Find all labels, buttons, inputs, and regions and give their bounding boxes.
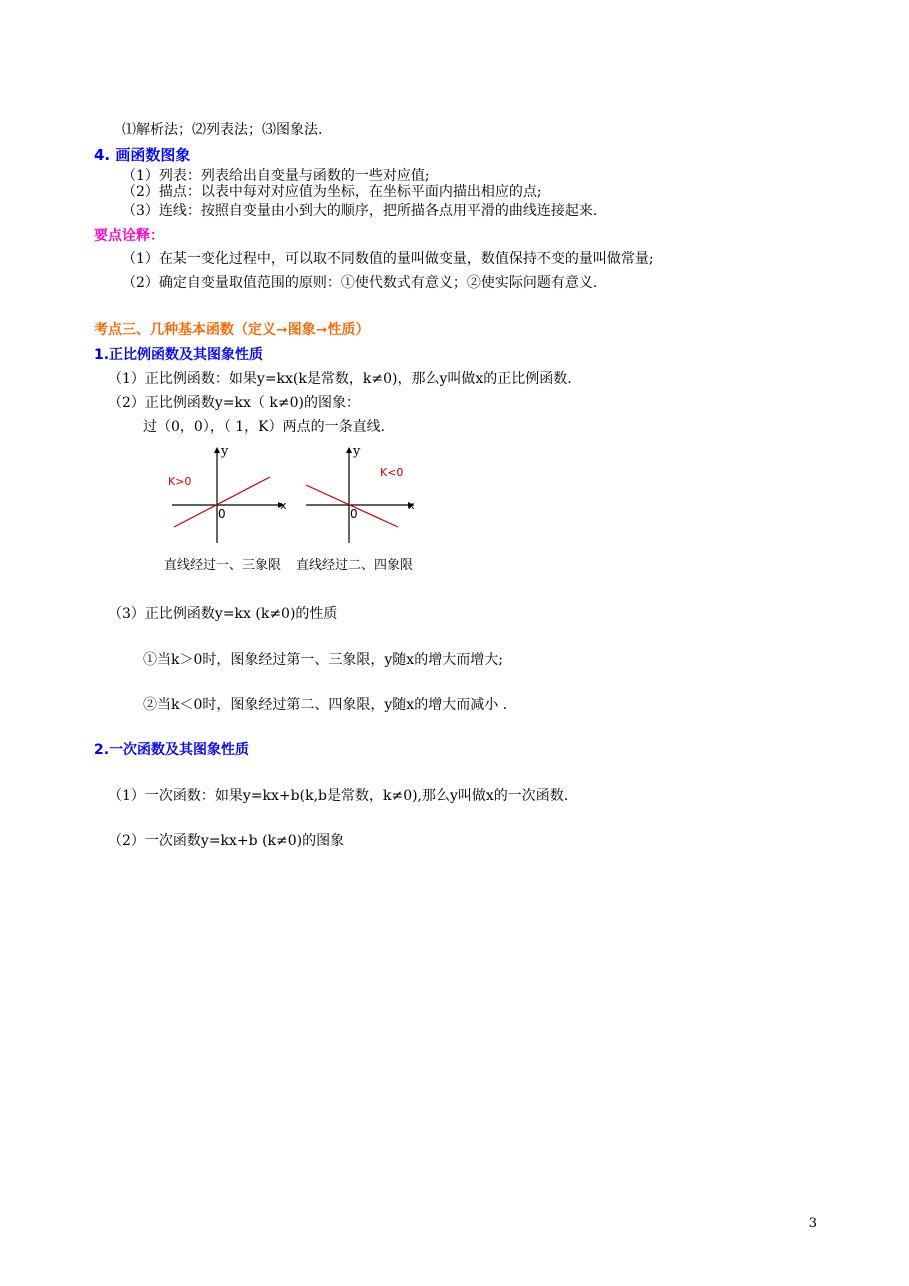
properties-title: （3）正比例函数y=kx (k≠0)的性质 [108, 606, 338, 622]
y-label: y [221, 444, 229, 459]
caption-right: 直线经过二、四象限 [296, 558, 414, 573]
x-label: x [280, 499, 287, 512]
page-number: 3 [808, 1216, 817, 1231]
linear-definition: （1）一次函数：如果y=kx+b(k,b是常数，k≠0),那么y叫做x的一次函数. [108, 788, 569, 804]
heading-draw-graph: 4. 画函数图象 [94, 146, 191, 164]
step-plot: （2）描点：以表中每对对应值为坐标，在坐标平面内描出相应的点; [122, 184, 542, 200]
proportional-graph-title: （2）正比例函数y=kx（ k≠0)的图象： [108, 395, 360, 411]
key-points-label: 要点诠释： [94, 228, 164, 244]
y-arrow [214, 447, 220, 453]
section-heading: 考点三、几种基本函数（定义➞图象➞性质） [94, 322, 370, 338]
step-list: （1）列表：列表给出自变量与函数的一些对应值; [122, 168, 430, 184]
note-domain: （2）确定自变量取值范围的原则：①使代数式有意义；②使实际问题有意义. [122, 275, 598, 291]
note-variable: （1）在某一变化过程中，可以取不同数值的量叫做变量，数值保持不变的量叫做常量; [122, 251, 654, 267]
graph-k-negative [306, 444, 415, 543]
heading-linear: 2.一次函数及其图象性质 [94, 742, 250, 758]
proportional-graph-desc: 过（0，0），（ 1，K）两点的一条直线. [143, 419, 386, 435]
y-arrow [346, 447, 352, 453]
origin-label: 0 [350, 507, 358, 521]
linear-graph-title: （2）一次函数y=kx+b (k≠0)的图象 [108, 833, 345, 849]
step-connect: （3）连线：按照自变量由小到大的顺序，把所描各点用平滑的曲线连接起来. [122, 203, 598, 219]
k-label: K>0 [168, 475, 192, 488]
caption-left: 直线经过一、三象限 [164, 558, 282, 573]
heading-proportional: 1.正比例函数及其图象性质 [94, 347, 264, 363]
proportional-graphs-figure [162, 443, 424, 575]
property-k-positive: ①当k＞0时，图象经过第一、三象限，y随x的增大而增大; [143, 652, 503, 668]
x-label: x [408, 499, 415, 512]
y-label: y [353, 444, 361, 459]
proportional-definition: （1）正比例函数：如果y=kx(k是常数，k≠0)，那么y叫做x的正比例函数. [108, 371, 572, 387]
graph-k-positive [168, 444, 287, 543]
methods-text: ⑴解析法；⑵列表法；⑶图象法. [122, 122, 323, 138]
origin-label: 0 [218, 507, 226, 521]
k-label: K<0 [380, 466, 404, 479]
property-k-negative: ②当k＜0时，图象经过第二、四象限，y随x的增大而减小 . [143, 697, 508, 713]
